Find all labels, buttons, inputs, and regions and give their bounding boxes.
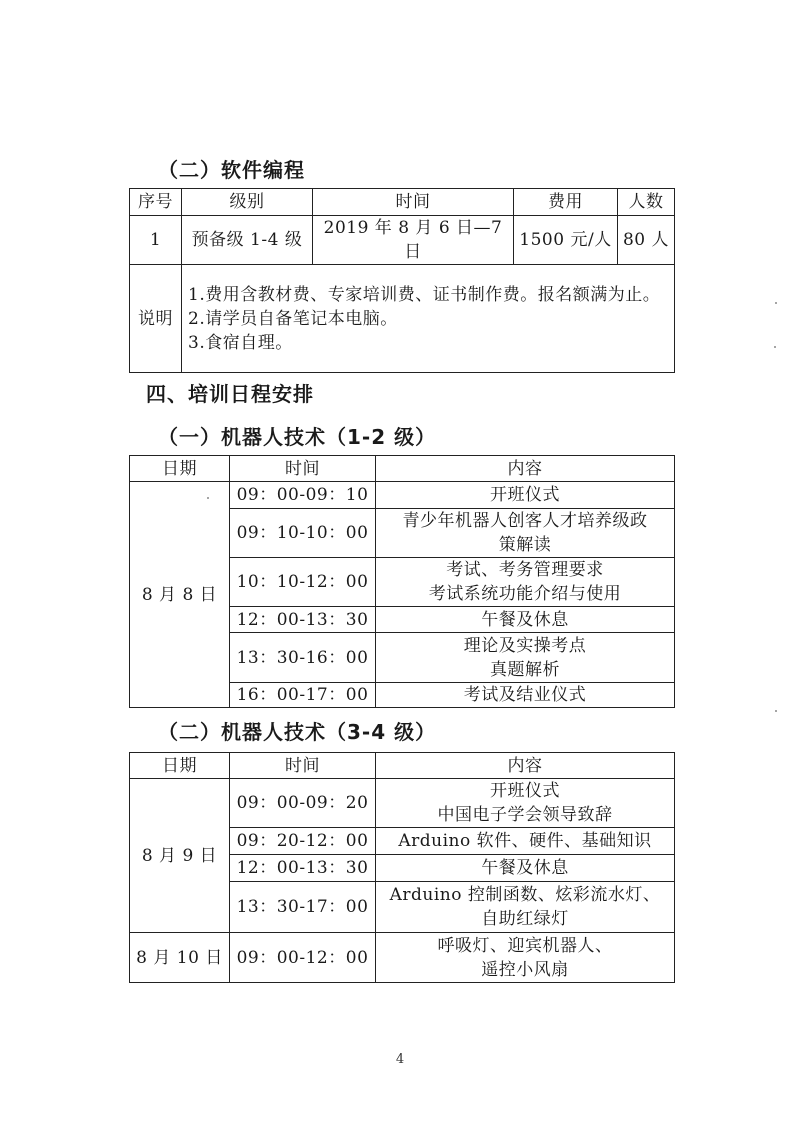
content-line: 午餐及休息 (481, 858, 569, 878)
header-cell: 人数 (618, 189, 675, 216)
section-heading-software: （二）软件编程 (158, 158, 305, 182)
scan-speck (775, 302, 777, 304)
content-cell (376, 633, 675, 683)
header-cell: 时间 (230, 456, 376, 482)
section-heading-schedule: 四、培训日程安排 (146, 382, 314, 406)
table-row (130, 779, 675, 828)
content-line: 呼吸灯、迎宾机器人、 (437, 935, 613, 956)
content-line: 考试及结业仪式 (463, 685, 587, 705)
content-line: 开班仪式 (490, 485, 560, 505)
time-cell: 16：00-17：00 (230, 683, 376, 708)
section-heading-robot-3-4: （二）机器人技术（3-4 级） (158, 720, 437, 744)
note-line: 2.请学员自备笔记本电脑。 (188, 308, 398, 329)
table-row (130, 216, 675, 265)
date-cell: 8 月 10 日 (130, 933, 230, 983)
content-line: 理论及实操考点 (463, 635, 587, 656)
row-time: 2019 年 8 月 6 日—7 日 (313, 216, 514, 265)
time-cell: 09：00-12：00 (230, 933, 376, 983)
header-cell: 内容 (376, 753, 675, 779)
time-cell: 13：30-17：00 (230, 882, 376, 933)
table-header-row (130, 456, 675, 482)
content-line: 中国电子学会领导致辞 (437, 805, 613, 825)
row-level: 预备级 1-4 级 (182, 216, 313, 265)
note-line: 3.食宿自理。 (188, 332, 293, 353)
table-row (130, 933, 675, 983)
robot-1-2-table (129, 455, 675, 708)
content-cell (376, 933, 675, 983)
content-cell (376, 855, 675, 882)
scan-speck (774, 346, 776, 348)
table-row (130, 265, 675, 373)
table-header-row (130, 189, 675, 216)
content-cell (376, 828, 675, 855)
header-cell: 级别 (182, 189, 313, 216)
header-cell: 时间 (230, 753, 376, 779)
time-cell: 10：10-12：00 (230, 558, 376, 607)
scan-speck (775, 710, 777, 712)
content-cell (376, 607, 675, 633)
time-cell: 09：20-12：00 (230, 828, 376, 855)
content-line: 考试系统功能介绍与使用 (428, 584, 622, 604)
time-cell: 09：00-09：20 (230, 779, 376, 828)
content-line: 自助红绿灯 (481, 909, 569, 929)
row-fee: 1500 元/人 (514, 216, 618, 265)
content-cell (376, 509, 675, 558)
scan-speck (207, 497, 209, 499)
header-cell: 日期 (130, 456, 230, 482)
section-heading-robot-1-2: （一）机器人技术（1-2 级） (158, 425, 437, 449)
content-line: 考试、考务管理要求 (446, 560, 604, 580)
header-cell: 费用 (514, 189, 618, 216)
table-row (130, 482, 675, 509)
time-cell: 12：00-13：30 (230, 607, 376, 633)
note-label: 说明 (130, 265, 182, 373)
time-cell: 13：30-16：00 (230, 633, 376, 683)
page-number: 4 (395, 1052, 405, 1067)
note-line: 1.费用含教材费、专家培训费、证书制作费。报名额满为止。 (188, 284, 661, 305)
time-cell: 09：00-09：10 (230, 482, 376, 509)
content-line: 午餐及休息 (481, 609, 569, 630)
software-table (129, 188, 675, 373)
content-cell (376, 779, 675, 828)
content-cell (376, 683, 675, 708)
date-cell: 8 月 9 日 (130, 779, 230, 933)
row-number: 1 (130, 216, 182, 265)
time-cell: 12：00-13：30 (230, 855, 376, 882)
content-line: Arduino 软件、硬件、基础知识 (398, 831, 652, 851)
content-line: Arduino 控制函数、炫彩流水灯、 (389, 885, 661, 905)
content-line: 开班仪式 (490, 781, 560, 801)
note-content (182, 265, 675, 373)
content-line: 青少年机器人创客人才培养级政 (402, 511, 648, 531)
content-cell (376, 558, 675, 607)
time-cell: 09：10-10：00 (230, 509, 376, 558)
content-line: 真题解析 (490, 659, 560, 680)
header-cell: 日期 (130, 753, 230, 779)
content-cell (376, 882, 675, 933)
header-cell: 内容 (376, 456, 675, 482)
robot-3-4-table (129, 752, 675, 983)
content-line: 遥控小风扇 (481, 959, 569, 980)
row-capacity: 80 人 (618, 216, 675, 265)
date-cell: 8 月 8 日 (130, 482, 230, 708)
content-line: 策解读 (498, 535, 552, 555)
content-cell (376, 482, 675, 509)
header-cell: 序号 (130, 189, 182, 216)
table-header-row (130, 753, 675, 779)
header-cell: 时间 (313, 189, 514, 216)
